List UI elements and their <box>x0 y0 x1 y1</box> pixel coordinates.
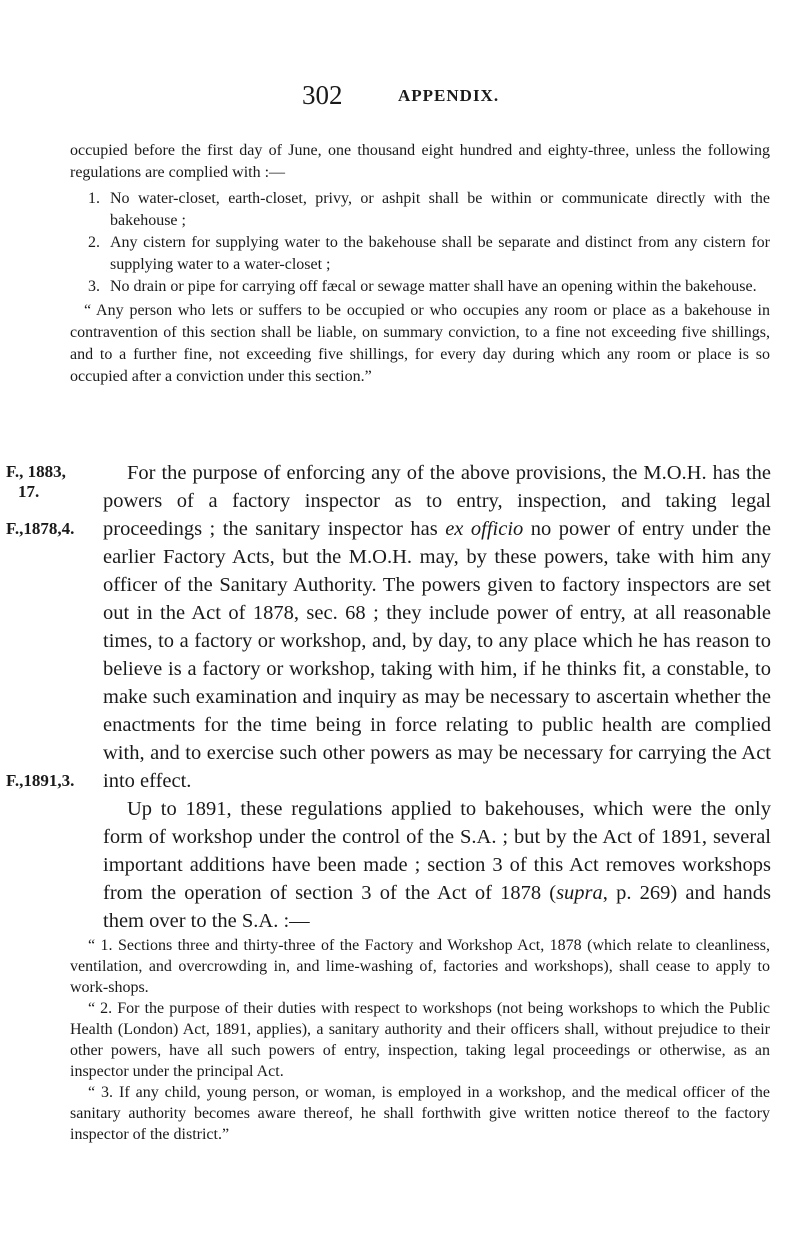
regulation-item <box>70 232 770 276</box>
page-number: 302 <box>302 80 343 110</box>
quoted-section: “ 1. Sections three and thirty-three of the Factory and Workshop Act, 1878 (which relate to cleanliness, ventilation, and overcrowding in, and lime-washing of, factories and workshops), shall cease to apply to work-shops. <box>70 937 770 996</box>
quoted-section: “ 3. If any child, young person, or woman, is employed in a workshop, and the medical officer of the sanitary authority becomes aware thereof, he shall forthwith give written notice thereof to the factory inspector of the district.” <box>70 1084 770 1143</box>
intro-section <box>70 140 770 388</box>
penalty-paragraph: “ Any person who lets or suffers to be occupied or who occupies any room or place as a bakehouse in contravention of this section shall be liable, on summary conviction, to a fine not exceeding five shillings, and to a further fine, not exceeding five shillings, for every day during which any room or place is so occupied after a conviction under this section.” <box>70 302 770 385</box>
running-title: APPENDIX. <box>398 86 500 105</box>
regulations-list <box>70 188 770 298</box>
body-text: , p. 269) and hands them over to the S.A. :— <box>103 882 771 932</box>
regulation-text: No drain or pipe for carrying off fæcal or sewage matter shall have an opening within the bakehouse. <box>110 278 757 295</box>
body-paragraph-2 <box>103 795 771 935</box>
margin-note-1878: F.,1878,4. <box>6 519 75 538</box>
quoted-act-sections <box>70 935 770 1145</box>
emphasis-text: ex officio <box>445 518 524 540</box>
body-paragraph-1 <box>103 459 771 795</box>
margin-note-1883 <box>6 462 101 502</box>
regulation-number: 2. <box>88 234 100 251</box>
margin-note-line: 17. <box>18 482 40 501</box>
quoted-section: “ 2. For the purpose of their duties with respect to workshops (not being workshops to which the Public Health (London) Act, 1891, applies), a sanitary authority and their officers shall, without prejudice to their other powers, have all such powers of entry, inspection, taking legal proceedings or otherwise, as an inspector under the principal Act. <box>70 1000 770 1080</box>
margin-note-1891: F.,1891,3. <box>6 771 75 790</box>
regulation-text: No water-closet, earth-closet, privy, or ashpit shall be within or communicate directly with the bakehouse ; <box>110 190 770 229</box>
regulation-text: Any cistern for supplying water to the bakehouse shall be separate and distinct from any cistern for supplying water to a water-closet ; <box>110 234 770 273</box>
regulation-item <box>70 276 770 298</box>
body-text: no power of entry under the earlier Factory Acts, but the M.O.H. may, by these powers, take with him any officer of the Sanitary Authority. The powers given to factory inspectors are set out in the Act of 1878, sec. 68 ; they include power of entry, at all reasonable times, to a factory or workshop, and, by day, to any place which he has reason to believe is a factory or workshop, taking with him, if he thinks fit, a constable, to make such examination and inquiry as may be necessary to ascertain whether the enactments for the time being in force relating to public health are complied with, and to exercise such other powers as may be necessary for carrying the Act into effect. <box>103 518 771 792</box>
body-text: Up to 1891, these regulations applied to bakehouses, which were the only form of workshop under the control of the S.A. ; but by the Act of 1891, several important additions have been made ; section 3 of this Act removes workshops from the operation of section 3 of the Act of 1878 ( <box>103 798 771 904</box>
intro-lead: occupied before the first day of June, one thousand eight hundred and eighty-three, unless the following regulations are complied with :— <box>70 142 770 181</box>
emphasis-text: supra <box>556 882 603 904</box>
regulation-number: 1. <box>88 190 100 207</box>
body-text: For the purpose of enforcing any of the above provisions, the M.O.H. has the powers of a factory inspector as to entry, inspection, and taking legal proceedings ; the sanitary inspector has <box>103 462 771 540</box>
margin-note-line: F., 1883, <box>6 462 66 481</box>
regulation-number: 3. <box>88 278 100 295</box>
main-body <box>103 459 771 935</box>
running-head <box>0 80 800 110</box>
regulation-item <box>70 188 770 232</box>
